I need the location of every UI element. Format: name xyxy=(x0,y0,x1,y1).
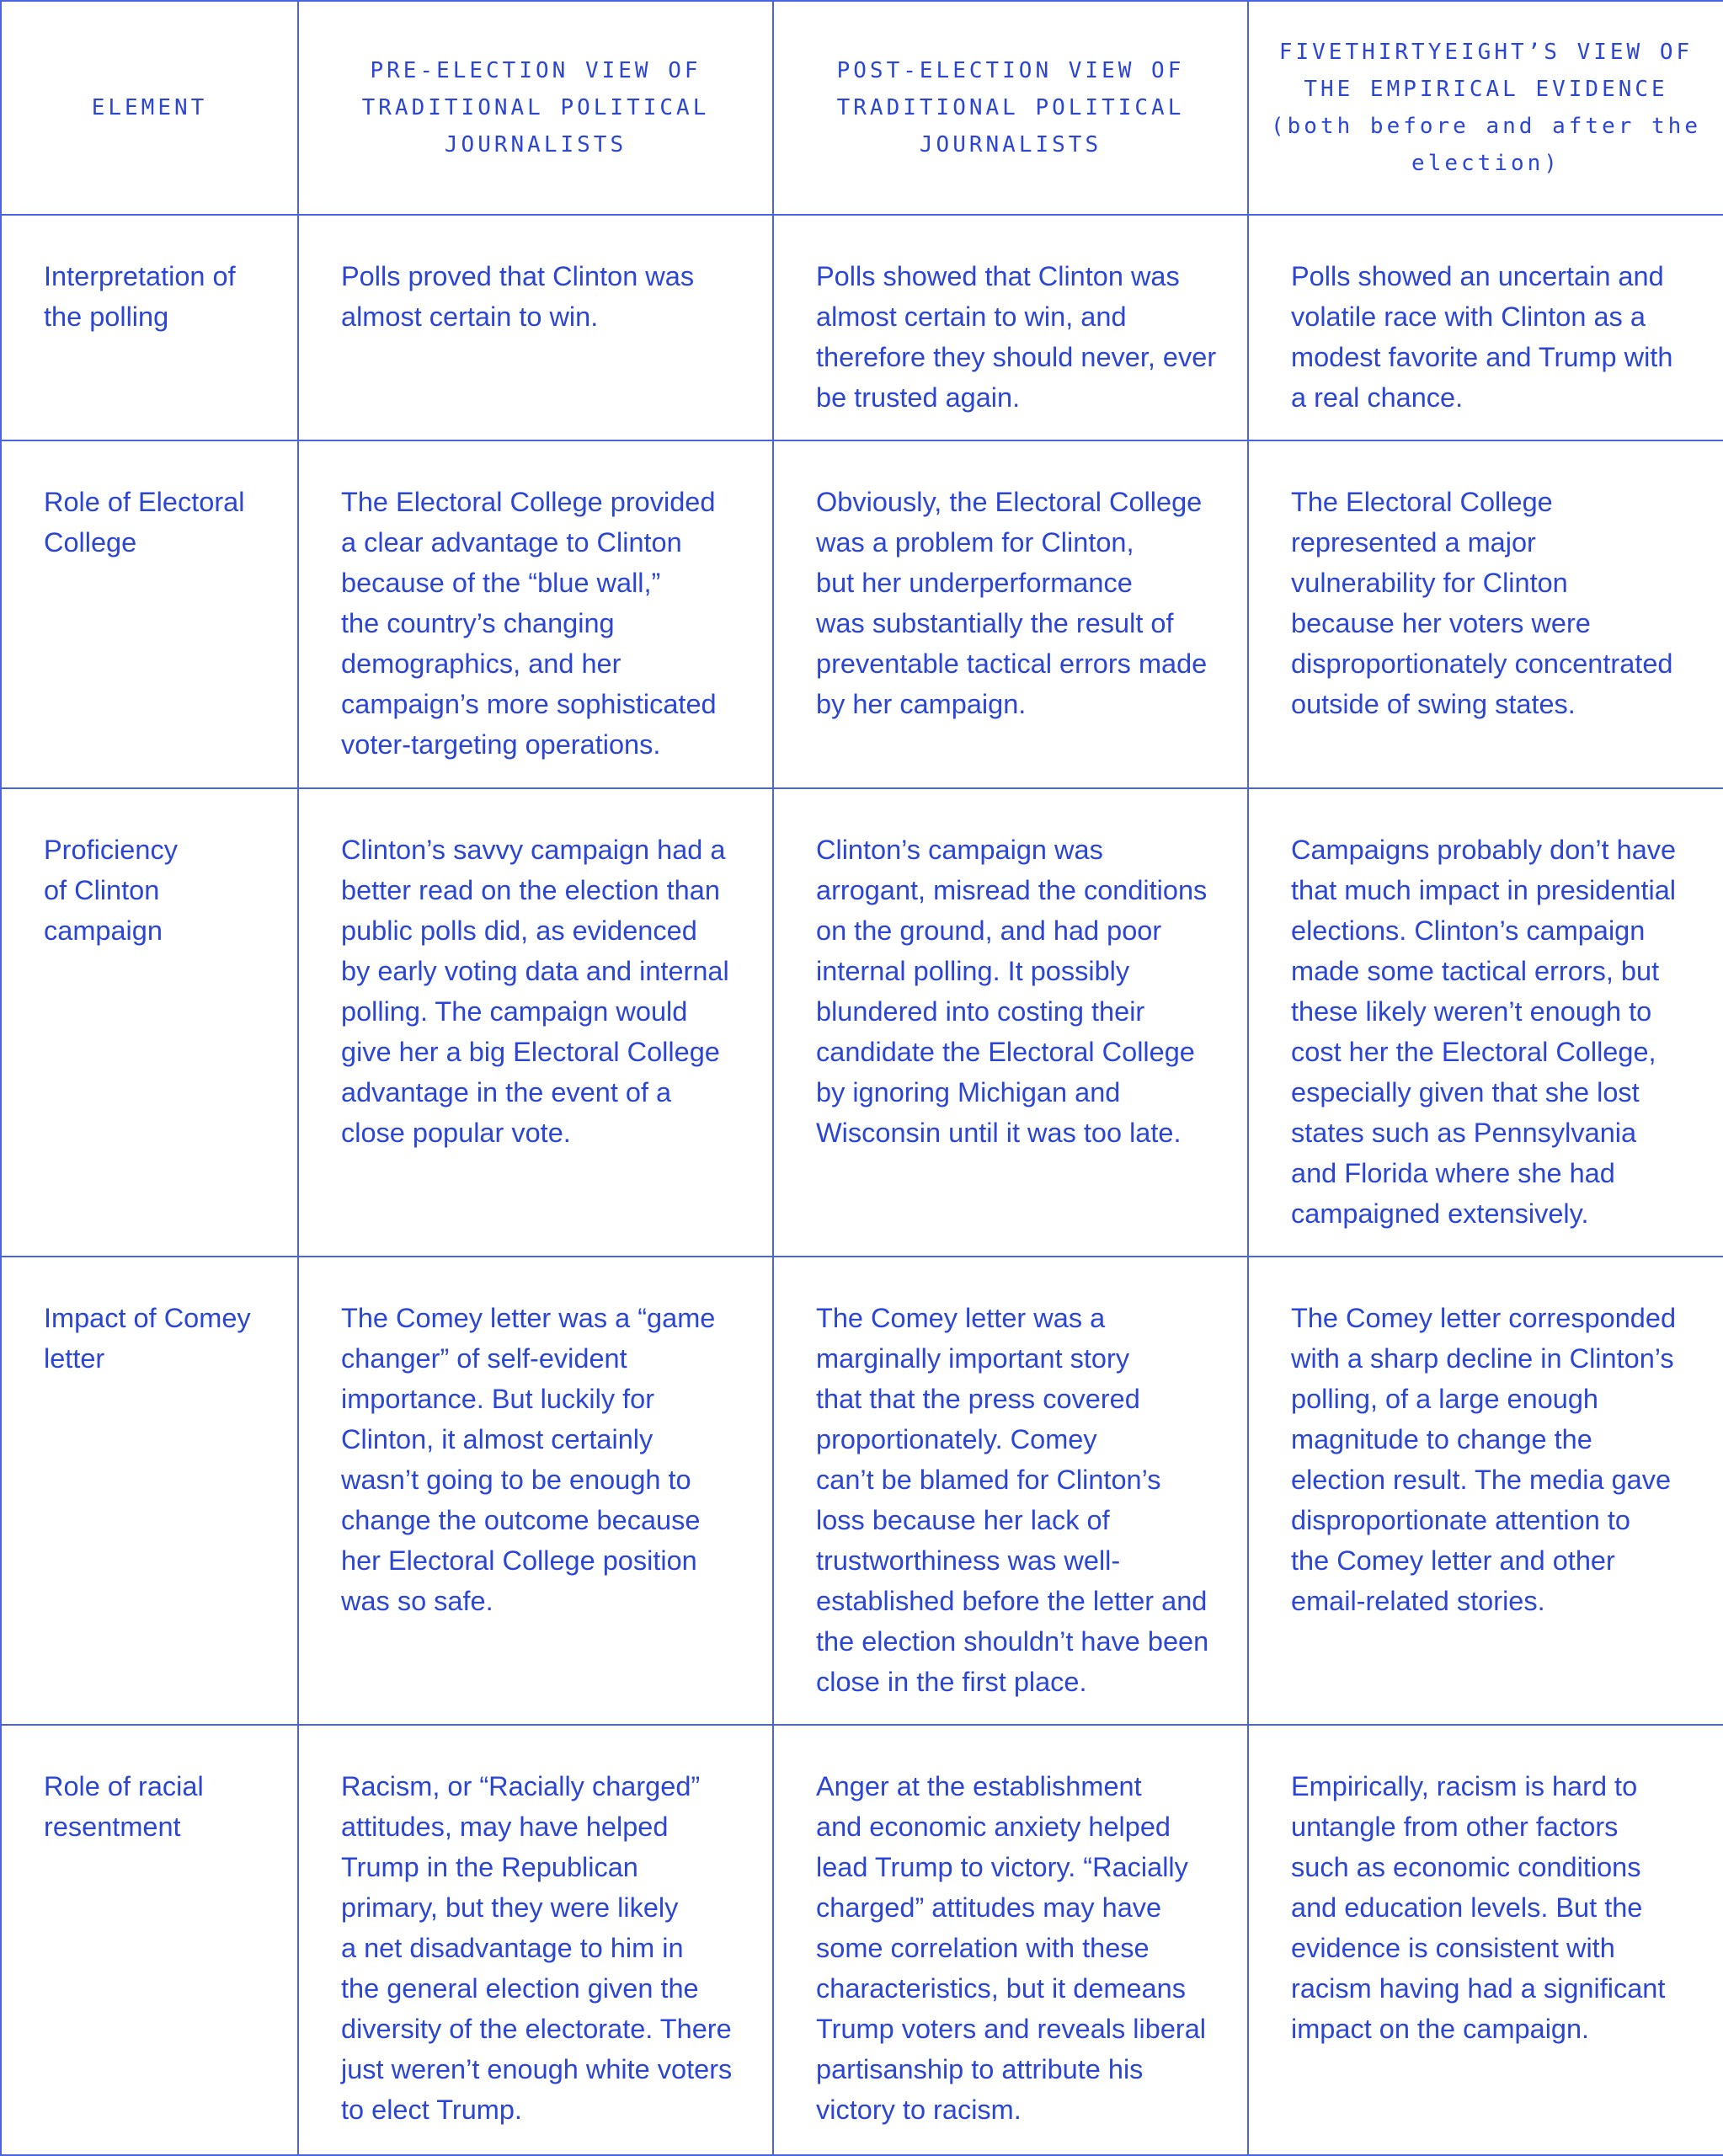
header-fivethirtyeight xyxy=(1248,1,1723,215)
row-post-election-cell xyxy=(773,1257,1248,1725)
row-pre-election-cell xyxy=(298,440,773,788)
text-line: blundered into costing their xyxy=(816,996,1145,1027)
text-line: and education levels. But the xyxy=(1291,1892,1643,1923)
text-line: primary, but they were likely xyxy=(341,1892,679,1923)
text-line: POST-ELECTION VIEW OF xyxy=(836,58,1185,83)
text-line: (both before and after the xyxy=(1271,114,1701,139)
text-line: Proficiency xyxy=(44,835,178,865)
text-line: because her voters were xyxy=(1291,608,1591,638)
text-line: modest favorite and Trump with xyxy=(1291,342,1673,372)
text-line: Role of Electoral xyxy=(44,487,245,517)
text-line: Empirically, racism is hard to xyxy=(1291,1771,1638,1801)
text-line: College xyxy=(44,527,137,558)
text-line: states such as Pennsylvania xyxy=(1291,1118,1637,1148)
header-pre-election xyxy=(298,1,773,215)
text-line: polling, of a large enough xyxy=(1291,1384,1599,1414)
row-post-election-cell xyxy=(773,215,1248,440)
text-line: disproportionately concentrated xyxy=(1291,648,1673,679)
text-line: Racism, or “Racially charged” xyxy=(341,1771,701,1801)
header-row xyxy=(1,1,1723,215)
text-line: Polls proved that Clinton was xyxy=(341,261,695,291)
text-line: Interpretation of xyxy=(44,261,236,291)
text-line: Role of racial xyxy=(44,1771,204,1801)
text-line: campaign’s more sophisticated xyxy=(341,689,717,719)
text-line: public polls did, as evidenced xyxy=(341,915,697,946)
text-line: by ignoring Michigan and xyxy=(816,1077,1121,1107)
table-row xyxy=(1,1725,1723,2155)
table-row xyxy=(1,788,1723,1257)
header-element xyxy=(1,1,298,215)
text-line: be trusted again. xyxy=(816,382,1021,413)
text-line: a net disadvantage to him in xyxy=(341,1933,684,1963)
text-line: evidence is consistent with xyxy=(1291,1933,1615,1963)
header-post-election xyxy=(773,1,1248,215)
text-line: Anger at the establishment xyxy=(816,1771,1142,1801)
text-line: importance. But luckily for xyxy=(341,1384,655,1414)
text-line: was substantially the result of xyxy=(816,608,1174,638)
text-line: magnitude to change the xyxy=(1291,1424,1592,1454)
text-line: better read on the election than xyxy=(341,875,720,905)
text-line: internal polling. It possibly xyxy=(816,956,1130,986)
text-line: resentment xyxy=(44,1812,181,1842)
text-line: close in the first place. xyxy=(816,1667,1087,1697)
text-line: preventable tactical errors made xyxy=(816,648,1208,679)
row-element-cell xyxy=(1,1725,298,2155)
row-fivethirtyeight-cell xyxy=(1248,1725,1723,2155)
table-row xyxy=(1,215,1723,440)
text-line: the country’s changing xyxy=(341,608,615,638)
text-line: the election shouldn’t have been xyxy=(816,1626,1209,1657)
text-line: of Clinton xyxy=(44,875,160,905)
text-line: cost her the Electoral College, xyxy=(1291,1037,1656,1067)
text-line: The Electoral College xyxy=(1291,487,1553,517)
row-post-election-cell xyxy=(773,788,1248,1257)
text-line: almost certain to win, and xyxy=(816,302,1127,332)
text-line: untangle from other factors xyxy=(1291,1812,1619,1842)
row-fivethirtyeight-cell xyxy=(1248,788,1723,1257)
text-line: outside of swing states. xyxy=(1291,689,1576,719)
row-fivethirtyeight-cell xyxy=(1248,215,1723,440)
text-line: such as economic conditions xyxy=(1291,1852,1641,1882)
text-line: established before the letter and xyxy=(816,1586,1208,1616)
text-line: almost certain to win. xyxy=(341,302,599,332)
text-line: Trump in the Republican xyxy=(341,1852,638,1882)
text-line: the general election given the xyxy=(341,1973,699,2004)
text-line: trustworthiness was well- xyxy=(816,1545,1121,1576)
text-line: a real chance. xyxy=(1291,382,1464,413)
text-line: change the outcome because xyxy=(341,1505,701,1535)
text-line: the polling xyxy=(44,302,169,332)
text-line: Clinton, it almost certainly xyxy=(341,1424,653,1454)
text-line: The Electoral College provided xyxy=(341,487,716,517)
text-line: campaign xyxy=(44,915,163,946)
text-line: changer” of self-evident xyxy=(341,1343,627,1374)
text-line: loss because her lack of xyxy=(816,1505,1110,1535)
text-line: to elect Trump. xyxy=(341,2095,522,2125)
text-line: lead Trump to victory. “Racially xyxy=(816,1852,1188,1882)
text-line: candidate the Electoral College xyxy=(816,1037,1195,1067)
text-line: Clinton’s savvy campaign had a xyxy=(341,835,726,865)
row-fivethirtyeight-cell xyxy=(1248,1257,1723,1725)
text-line: The Comey letter was a “game xyxy=(341,1303,716,1333)
text-line: a clear advantage to Clinton xyxy=(341,527,682,558)
text-line: advantage in the event of a xyxy=(341,1077,672,1107)
text-line: JOURNALISTS xyxy=(444,132,627,157)
text-line: election) xyxy=(1411,151,1560,176)
text-line: just weren’t enough white voters xyxy=(341,2054,733,2084)
text-line: Polls showed an uncertain and xyxy=(1291,261,1664,291)
text-line: email-related stories. xyxy=(1291,1586,1545,1616)
text-line: that that the press covered xyxy=(816,1384,1140,1414)
text-line: demographics, and her xyxy=(341,648,621,679)
row-pre-election-cell xyxy=(298,788,773,1257)
row-pre-election-cell xyxy=(298,1257,773,1725)
text-line: The Comey letter was a xyxy=(816,1303,1106,1333)
text-line: racism having had a significant xyxy=(1291,1973,1666,2004)
text-line: especially given that she lost xyxy=(1291,1077,1640,1107)
table-row xyxy=(1,1257,1723,1725)
text-line: by her campaign. xyxy=(816,689,1027,719)
table-row xyxy=(1,440,1723,788)
row-post-election-cell xyxy=(773,440,1248,788)
text-line: her Electoral College position xyxy=(341,1545,697,1576)
text-line: and economic anxiety helped xyxy=(816,1812,1171,1842)
text-line: attitudes, may have helped xyxy=(341,1812,669,1842)
text-line: THE EMPIRICAL EVIDENCE xyxy=(1304,77,1668,102)
text-line: victory to racism. xyxy=(816,2095,1022,2125)
text-line: PRE-ELECTION VIEW OF xyxy=(370,58,701,83)
text-line: volatile race with Clinton as a xyxy=(1291,302,1646,332)
text-line: wasn’t going to be enough to xyxy=(341,1465,691,1495)
text-line: letter xyxy=(44,1343,105,1374)
row-element-cell xyxy=(1,788,298,1257)
text-line: because of the “blue wall,” xyxy=(341,568,661,598)
text-line: was so safe. xyxy=(341,1586,493,1616)
text-line: with a sharp decline in Clinton’s xyxy=(1291,1343,1674,1374)
text-line: close popular vote. xyxy=(341,1118,571,1148)
text-line: elections. Clinton’s campaign xyxy=(1291,915,1646,946)
text-line: proportionately. Comey xyxy=(816,1424,1097,1454)
row-element-cell xyxy=(1,215,298,440)
text-line: Obviously, the Electoral College xyxy=(816,487,1203,517)
text-line: was a problem for Clinton, xyxy=(816,527,1134,558)
text-line: impact on the campaign. xyxy=(1291,2014,1590,2044)
text-line: Impact of Comey xyxy=(44,1303,251,1333)
text-line: characteristics, but it demeans xyxy=(816,1973,1186,2004)
text-line: made some tactical errors, but xyxy=(1291,956,1660,986)
text-line: Wisconsin until it was too late. xyxy=(816,1118,1182,1148)
text-line: Trump voters and reveals liberal xyxy=(816,2014,1207,2044)
text-line: but her underperformance xyxy=(816,568,1133,598)
row-pre-election-cell xyxy=(298,1725,773,2155)
text-line: polling. The campaign would xyxy=(341,996,688,1027)
row-element-cell xyxy=(1,440,298,788)
row-element-cell xyxy=(1,1257,298,1725)
text-line: The Comey letter corresponded xyxy=(1291,1303,1677,1333)
text-line: TRADITIONAL POLITICAL xyxy=(361,95,710,120)
text-line: represented a major xyxy=(1291,527,1536,558)
text-line: marginally important story xyxy=(816,1343,1130,1374)
text-line: diversity of the electorate. There xyxy=(341,2014,732,2044)
text-line: give her a big Electoral College xyxy=(341,1037,720,1067)
text-line: charged” attitudes may have xyxy=(816,1892,1162,1923)
text-line: TRADITIONAL POLITICAL xyxy=(836,95,1185,120)
text-line: the Comey letter and other xyxy=(1291,1545,1615,1576)
text-line: and Florida where she had xyxy=(1291,1158,1615,1188)
row-fivethirtyeight-cell xyxy=(1248,440,1723,788)
text-line: on the ground, and had poor xyxy=(816,915,1162,946)
text-line: election result. The media gave xyxy=(1291,1465,1672,1495)
text-line: Polls showed that Clinton was xyxy=(816,261,1180,291)
text-line: disproportionate attention to xyxy=(1291,1505,1630,1535)
text-line: Campaigns probably don’t have xyxy=(1291,835,1677,865)
text-line: FIVETHIRTYEIGHT’S VIEW OF xyxy=(1278,40,1694,65)
text-line: that much impact in presidential xyxy=(1291,875,1677,905)
text-line: Clinton’s campaign was xyxy=(816,835,1103,865)
row-pre-election-cell xyxy=(298,215,773,440)
text-line: JOURNALISTS xyxy=(919,132,1102,157)
text-line: ELEMENT xyxy=(91,95,208,120)
text-line: campaigned extensively. xyxy=(1291,1198,1589,1229)
text-line: voter-targeting operations. xyxy=(341,729,661,760)
text-line: arrogant, misread the conditions xyxy=(816,875,1208,905)
text-line: some correlation with these xyxy=(816,1933,1150,1963)
text-line: these likely weren’t enough to xyxy=(1291,996,1652,1027)
text-line: by early voting data and internal xyxy=(341,956,729,986)
text-line: therefore they should never, ever xyxy=(816,342,1217,372)
row-post-election-cell xyxy=(773,1725,1248,2155)
text-line: can’t be blamed for Clinton’s xyxy=(816,1465,1161,1495)
text-line: partisanship to attribute his xyxy=(816,2054,1144,2084)
text-line: vulnerability for Clinton xyxy=(1291,568,1568,598)
